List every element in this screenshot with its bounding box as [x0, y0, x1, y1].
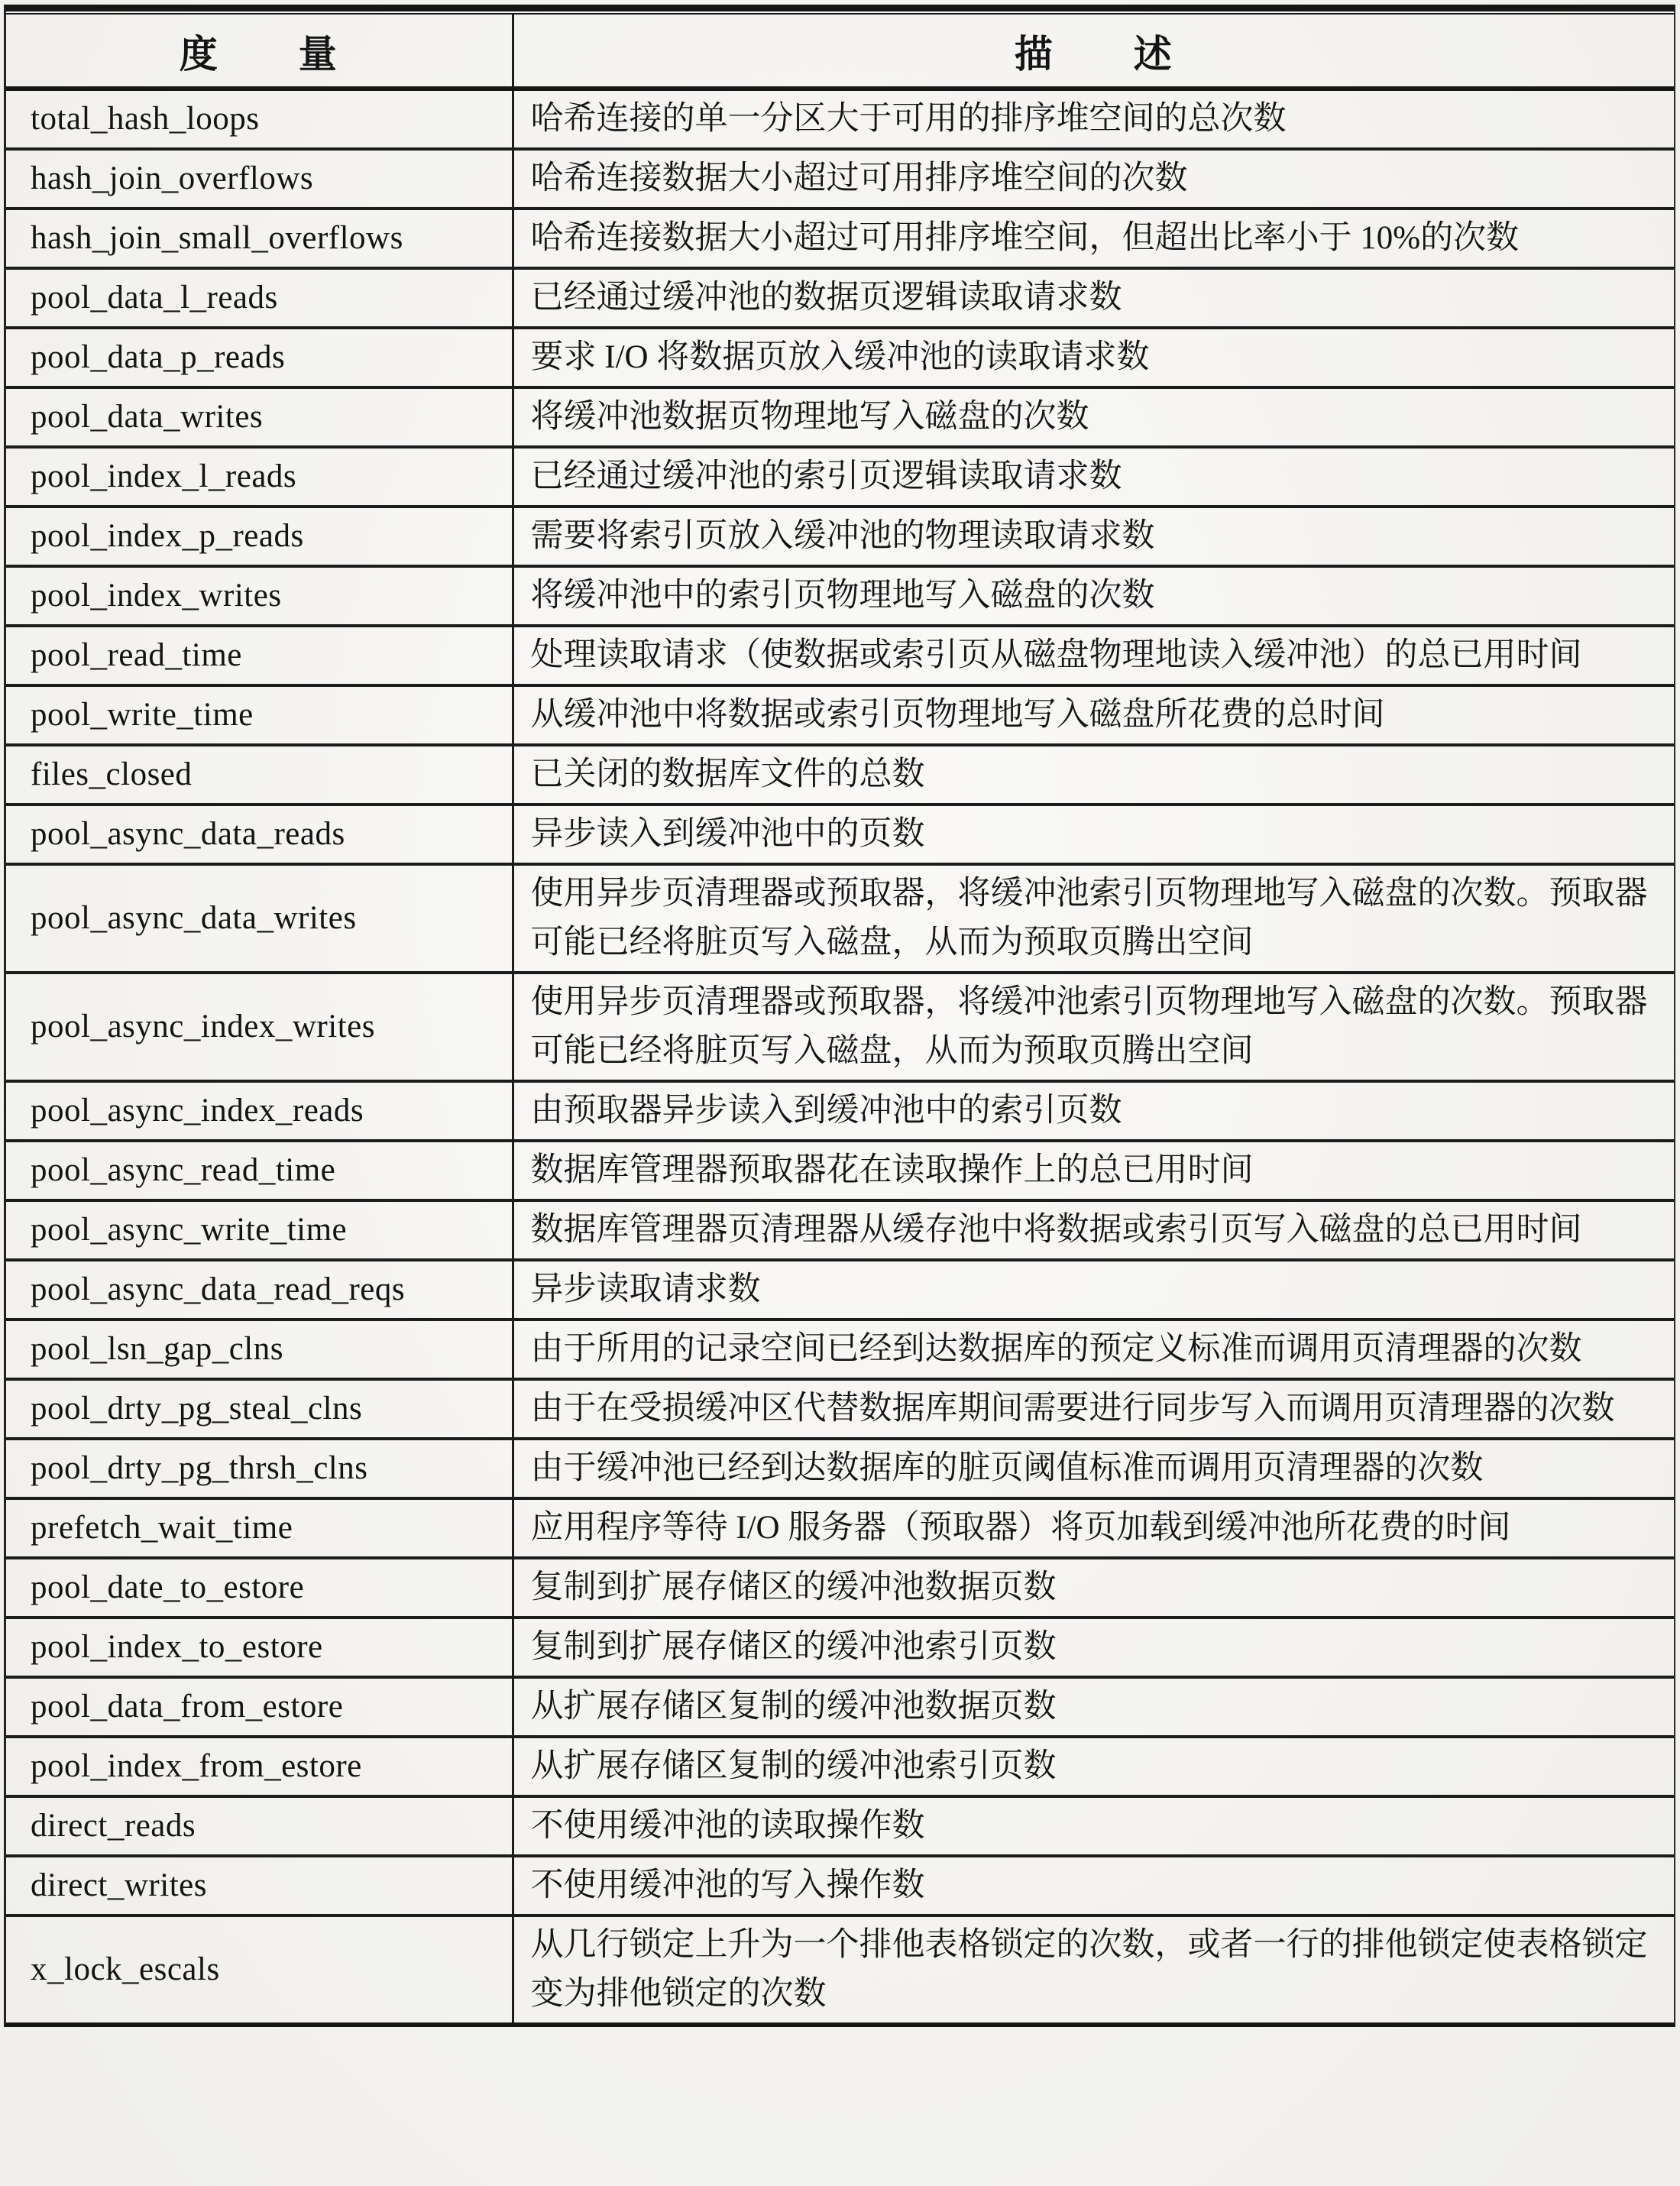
table-row — [6, 1260, 1674, 1320]
description-cell: 需要将索引页放入缓冲池的物理读取请求数 — [513, 507, 1674, 566]
description-cell: 由预取器异步读入到缓冲池中的索引页数 — [513, 1081, 1674, 1141]
measure-cell: pool_drty_pg_steal_clns — [6, 1379, 513, 1439]
table-row — [6, 1796, 1674, 1856]
header-row — [6, 14, 1674, 89]
description-cell: 已经通过缓冲池的索引页逻辑读取请求数 — [513, 447, 1674, 507]
table-row — [6, 566, 1674, 626]
description-cell: 要求 I/O 将数据页放入缓冲池的读取请求数 — [513, 328, 1674, 387]
table-body — [6, 89, 1674, 2022]
measure-cell: pool_data_p_reads — [6, 328, 513, 387]
measure-cell: pool_async_data_writes — [6, 864, 513, 973]
table-row — [6, 626, 1674, 685]
description-cell: 将缓冲池中的索引页物理地写入磁盘的次数 — [513, 566, 1674, 626]
table-row — [6, 1081, 1674, 1141]
description-cell: 复制到扩展存储区的缓冲池索引页数 — [513, 1618, 1674, 1677]
measure-cell: direct_reads — [6, 1796, 513, 1856]
measure-cell: pool_read_time — [6, 626, 513, 685]
table-row — [6, 685, 1674, 745]
table-row — [6, 1320, 1674, 1379]
table-row — [6, 1618, 1674, 1677]
description-cell: 哈希连接的单一分区大于可用的排序堆空间的总次数 — [530, 101, 1287, 137]
measure-cell: pool_async_read_time — [6, 1141, 513, 1200]
table-row — [6, 209, 1674, 268]
description-cell: 从扩展存储区复制的缓冲池索引页数 — [513, 1737, 1674, 1796]
measure-cell: hash_join_small_overflows — [6, 209, 513, 268]
description-cell: 应用程序等待 I/O 服务器（预取器）将页加载到缓冲池所花费的时间 — [513, 1498, 1674, 1558]
description-cell: 将缓冲池数据页物理地写入磁盘的次数 — [513, 387, 1674, 447]
description-cell: 从几行锁定上升为一个排他表格锁定的次数，或者一行的排他锁定使表格锁定变为排他锁定的次数 — [513, 1916, 1674, 2022]
measure-cell: pool_index_from_estore — [6, 1737, 513, 1796]
table-row — [6, 507, 1674, 566]
measure-cell: files_closed — [6, 745, 513, 805]
measure-cell: total_hash_loops — [6, 89, 513, 149]
table-row — [6, 1498, 1674, 1558]
table-row — [6, 1200, 1674, 1260]
description-cell: 不使用缓冲池的写入操作数 — [513, 1856, 1674, 1916]
description-cell: 数据库管理器页清理器从缓存池中将数据或索引页写入磁盘的总已用时间 — [513, 1200, 1674, 1260]
description-cell: 哈希连接数据大小超过可用排序堆空间，但超出比率小于 10%的次数 — [513, 209, 1674, 268]
measure-cell: pool_async_index_reads — [6, 1081, 513, 1141]
measure-cell: pool_index_to_estore — [6, 1618, 513, 1677]
measure-cell: pool_async_data_reads — [6, 805, 513, 864]
measure-cell: pool_async_index_writes — [6, 973, 513, 1081]
measure-cell: pool_date_to_estore — [6, 1558, 513, 1618]
table-row — [6, 328, 1674, 387]
table-row — [6, 1856, 1674, 1916]
description-cell: 使用异步页清理器或预取器，将缓冲池索引页物理地写入磁盘的次数。预取器可能已经将脏页写入磁盘，从而为预取页腾出空间 — [513, 864, 1674, 973]
table-row — [6, 805, 1674, 864]
table-row — [6, 1677, 1674, 1737]
measure-cell: pool_index_writes — [6, 566, 513, 626]
table-row — [6, 1737, 1674, 1796]
measure-cell: pool_write_time — [6, 685, 513, 745]
measure-cell: pool_lsn_gap_clns — [6, 1320, 513, 1379]
table-row — [6, 1439, 1674, 1498]
column-header-measure: 度 量 — [6, 14, 513, 89]
description-cell: 由于在受损缓冲区代替数据库期间需要进行同步写入而调用页清理器的次数 — [513, 1379, 1674, 1439]
measure-cell: pool_data_writes — [6, 387, 513, 447]
description-cell: 由于所用的记录空间已经到达数据库的预定义标准而调用页清理器的次数 — [513, 1320, 1674, 1379]
description-cell: 由于缓冲池已经到达数据库的脏页阈值标准而调用页清理器的次数 — [513, 1439, 1674, 1498]
description-cell: 从扩展存储区复制的缓冲池数据页数 — [513, 1677, 1674, 1737]
table-row — [6, 149, 1674, 209]
description-cell: 使用异步页清理器或预取器，将缓冲池索引页物理地写入磁盘的次数。预取器可能已经将脏页写入磁盘，从而为预取页腾出空间 — [513, 973, 1674, 1081]
measure-cell: direct_writes — [6, 1856, 513, 1916]
measure-cell: x_lock_escals — [6, 1916, 513, 2022]
column-header-description: 描 述 — [513, 14, 1674, 89]
table-row — [6, 745, 1674, 805]
measure-cell: pool_data_from_estore — [6, 1677, 513, 1737]
table-row — [6, 1379, 1674, 1439]
metrics-table — [6, 13, 1674, 2022]
table-row — [6, 447, 1674, 507]
table-row — [6, 1916, 1674, 2022]
table-row — [6, 973, 1674, 1081]
measure-cell: pool_drty_pg_thrsh_clns — [6, 1439, 513, 1498]
table-row — [6, 864, 1674, 973]
description-cell: 不使用缓冲池的读取操作数 — [513, 1796, 1674, 1856]
description-cell: 从缓冲池中将数据或索引页物理地写入磁盘所花费的总时间 — [513, 685, 1674, 745]
description-cell: 异步读入到缓冲池中的页数 — [513, 805, 1674, 864]
measure-cell: pool_index_l_reads — [6, 447, 513, 507]
description-cell: 复制到扩展存储区的缓冲池数据页数 — [513, 1558, 1674, 1618]
description-cell: 数据库管理器预取器花在读取操作上的总已用时间 — [513, 1141, 1674, 1200]
description-cell: 已经通过缓冲池的数据页逻辑读取请求数 — [513, 268, 1674, 328]
metrics-table-frame — [4, 5, 1675, 2027]
table-row — [6, 1141, 1674, 1200]
measure-cell: pool_index_p_reads — [6, 507, 513, 566]
table-row — [6, 268, 1674, 328]
table-row — [6, 387, 1674, 447]
description-cell: 哈希连接数据大小超过可用排序堆空间的次数 — [513, 149, 1674, 209]
measure-cell: hash_join_overflows — [6, 149, 513, 209]
description-cell: 已关闭的数据库文件的总数 — [513, 745, 1674, 805]
description-cell: 异步读取请求数 — [513, 1260, 1674, 1320]
measure-cell: prefetch_wait_time — [6, 1498, 513, 1558]
description-cell: 处理读取请求（使数据或索引页从磁盘物理地读入缓冲池）的总已用时间 — [513, 626, 1674, 685]
table-row — [6, 89, 1674, 149]
table-row — [6, 1558, 1674, 1618]
measure-cell: pool_async_write_time — [6, 1200, 513, 1260]
measure-cell: pool_data_l_reads — [6, 268, 513, 328]
measure-cell: pool_async_data_read_reqs — [6, 1260, 513, 1320]
